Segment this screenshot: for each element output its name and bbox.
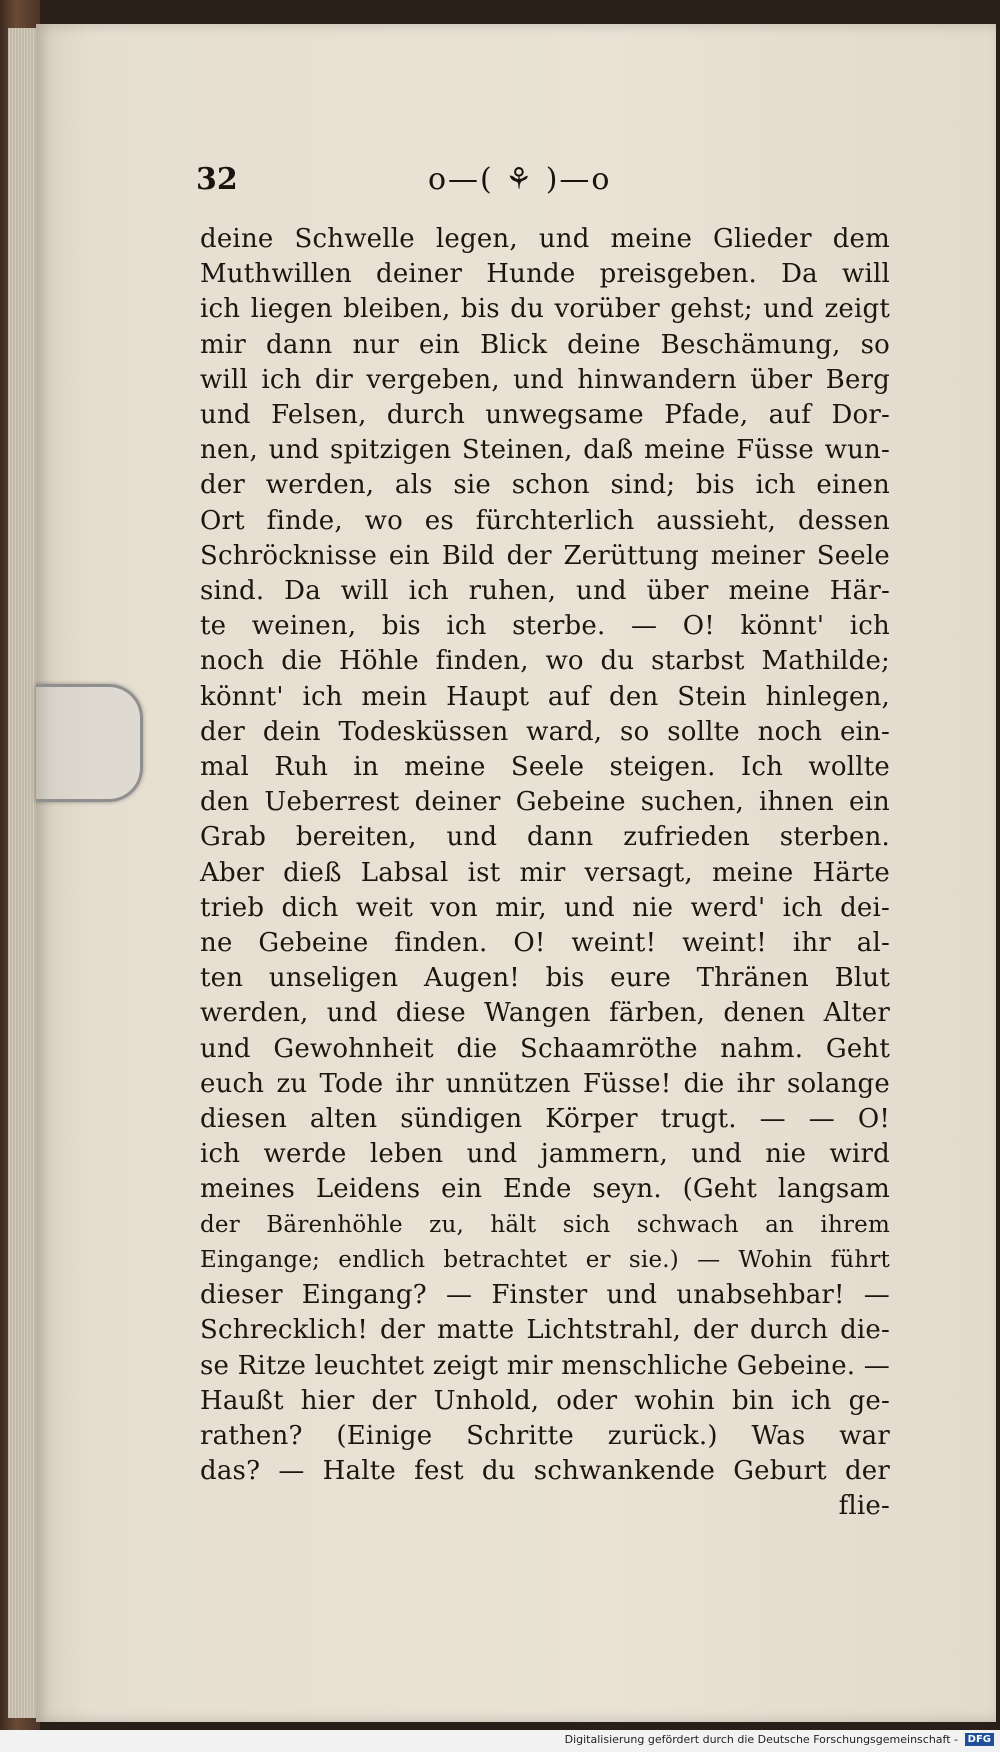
text-line: das? — Halte fest du schwankende Geburt der [200, 1456, 890, 1487]
text-line: dieser Eingang? — Finster und unabsehbar! — [200, 1280, 890, 1311]
text-line: Schröcknisse ein Bild der Zerüttung meiner Seele [200, 540, 890, 571]
text-line: der Bärenhöhle zu, hält sich schwach an ihrem [200, 1211, 890, 1238]
text-line: der dein Todesküssen ward, so sollte noch ein- [200, 716, 890, 747]
text-line: Eingange; endlich betrachtet er sie.) — Wohin führt [200, 1246, 890, 1273]
text-line: Schrecklich! der matte Lichtstrahl, der durch die- [200, 1315, 890, 1346]
text-line: Aber dieß Labsal ist mir versagt, meine Härte [200, 857, 890, 888]
text-line: will ich dir vergeben, und hinwandern über Berg [200, 364, 890, 395]
page-number: 32 [196, 162, 238, 197]
text-line: meines Leidens ein Ende seyn. (Geht langsam [200, 1174, 890, 1205]
text-line: deine Schwelle legen, und meine Glieder dem [200, 224, 890, 254]
body-text [200, 222, 890, 1525]
text-line: nen, und spitzigen Steinen, daß meine Füsse wun- [200, 435, 890, 466]
text-line: se Ritze leuchtet zeigt mir menschliche Gebeine. — [200, 1350, 890, 1381]
text-line: werden, und diese Wangen färben, denen Alter [200, 998, 890, 1029]
text-line: ten unseligen Augen! bis eure Thränen Blut [200, 963, 890, 994]
text-line: euch zu Tode ihr unnützen Füsse! die ihr solange [200, 1068, 890, 1099]
page-stack-edge [8, 28, 38, 1718]
text-line: der werden, als sie schon sind; bis ich einen [200, 470, 890, 501]
text-line: diesen alten sündigen Körper trugt. — — O! [200, 1104, 890, 1135]
text-line: ich werde leben und jammern, und nie wird [200, 1139, 890, 1170]
text-line: trieb dich weit von mir, und nie werd' ich dei- [200, 892, 890, 923]
page-clip [36, 684, 143, 802]
text-line: und Gewohnheit die Schaamröthe nahm. Geht [200, 1033, 890, 1064]
header-ornament: o—( ⚘ )—o [428, 162, 612, 197]
text-line: ich liegen bleiben, bis du vorüber gehst; und zeigt [200, 294, 890, 325]
text-line: den Ueberrest deiner Gebeine suchen, ihnen ein [200, 787, 890, 818]
text-line: sind. Da will ich ruhen, und über meine Här- [200, 576, 890, 607]
footer-bar [0, 1730, 1000, 1752]
text-line: rathen? (Einige Schritte zurück.) Was war [200, 1420, 890, 1451]
text-line: könnt' ich mein Haupt auf den Stein hinlegen, [200, 681, 890, 712]
text-line: mir dann nur ein Blick deine Beschämung, so [200, 329, 890, 360]
footer-credit: Digitalisierung gefördert durch die Deutsche Forschungsgemeinschaft - [564, 1733, 958, 1746]
page-header [196, 162, 886, 206]
dfg-logo: DFG [965, 1733, 994, 1746]
text-line: Haußt hier der Unhold, oder wohin bin ich ge- [200, 1385, 890, 1416]
text-line: ne Gebeine finden. O! weint! weint! ihr al- [200, 928, 890, 959]
text-line: flie- [838, 1491, 890, 1522]
text-line: Grab bereiten, und dann zufrieden sterben. [200, 822, 890, 853]
text-line: Muthwillen deiner Hunde preisgeben. Da will [200, 259, 890, 290]
text-line: noch die Höhle finden, wo du starbst Mathilde; [200, 646, 890, 677]
text-line: mal Ruh in meine Seele steigen. Ich wollte [200, 752, 890, 783]
text-line: te weinen, bis ich sterbe. — O! könnt' ich [200, 611, 890, 642]
text-line: Ort finde, wo es fürchterlich aussieht, dessen [200, 505, 890, 536]
text-line: und Felsen, durch unwegsame Pfade, auf Dor- [200, 400, 890, 431]
